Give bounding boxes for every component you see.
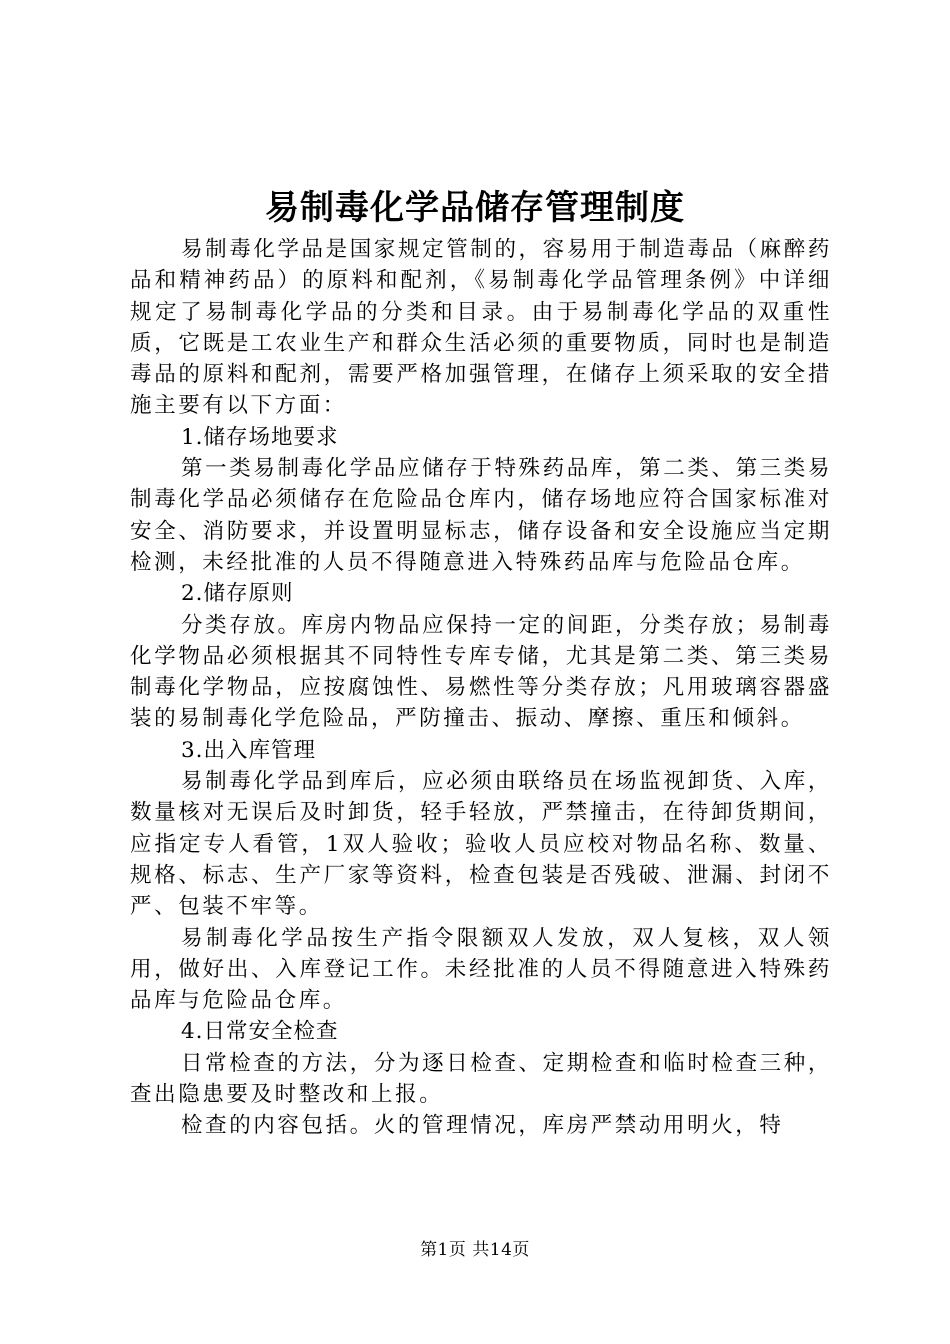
- paragraph-inbound: 易制毒化学品到库后，应必须由联络员在场监视卸货、入库，数量核对无误后及时卸货，轻手轻放，严禁撞击，在待卸货期间，应指定专人看管，1双人验收；验收人员应校对物品名称、数量、规格、标志、生产厂家等资料，检查包装是否残破、泄漏、封闭不严、包装不牢等。: [130, 769, 832, 920]
- section-heading-1: 1.储存场地要求: [181, 424, 339, 450]
- page-title: 易制毒化学品储存管理制度: [265, 188, 685, 228]
- document-body: [130, 234, 832, 1142]
- page-number-footer: 第1页 共14页: [420, 1240, 530, 1260]
- paragraph-intro: 易制毒化学品是国家规定管制的，容易用于制造毒品（麻醉药品和精神药品）的原料和配剂，《易制毒化学品管理条例》中详细规定了易制毒化学品的分类和目录。由于易制毒化学品的双重性质，它既是工农业生产和群众生活必须的重要物质，同时也是制造毒品的原料和配剂，需要严格加强管理，在储存上须采取的安全措施主要有以下方面：: [130, 237, 832, 419]
- paragraph-storage-site: 第一类易制毒化学品应储存于特殊药品库，第二类、第三类易制毒化学品必须储存在危险品仓库内，储存场地应符合国家标准对安全、消防要求，并设置明显标志，储存设备和安全设施应当定期检测，未经批准的人员不得随意进入特殊药品库与危险品仓库。: [130, 456, 832, 575]
- paragraph-outbound: 易制毒化学品按生产指令限额双人发放，双人复核，双人领用，做好出、入库登记工作。未经批准的人员不得随意进入特殊药品库与危险品仓库。: [130, 925, 832, 1014]
- section-heading-4: 4.日常安全检查: [181, 1019, 339, 1045]
- paragraph-inspection-method: 日常检查的方法，分为逐日检查、定期检查和临时检查三种，查出隐患要及时整改和上报。: [130, 1050, 832, 1108]
- section-heading-3: 3.出入库管理: [181, 737, 317, 763]
- paragraph-storage-principle: 分类存放。库房内物品应保持一定的间距，分类存放；易制毒化学物品必须根据其不同特性专库专储，尤其是第二类、第三类易制毒化学物品，应按腐蚀性、易燃性等分类存放；凡用玻璃容器盛装的易制毒化学危险品，严防撞击、振动、摩擦、重压和倾斜。: [130, 612, 832, 732]
- paragraph-inspection-content: 检查的内容包括。火的管理情况，库房严禁动用明火，特: [181, 1113, 784, 1139]
- section-heading-2: 2.储存原则: [181, 581, 294, 607]
